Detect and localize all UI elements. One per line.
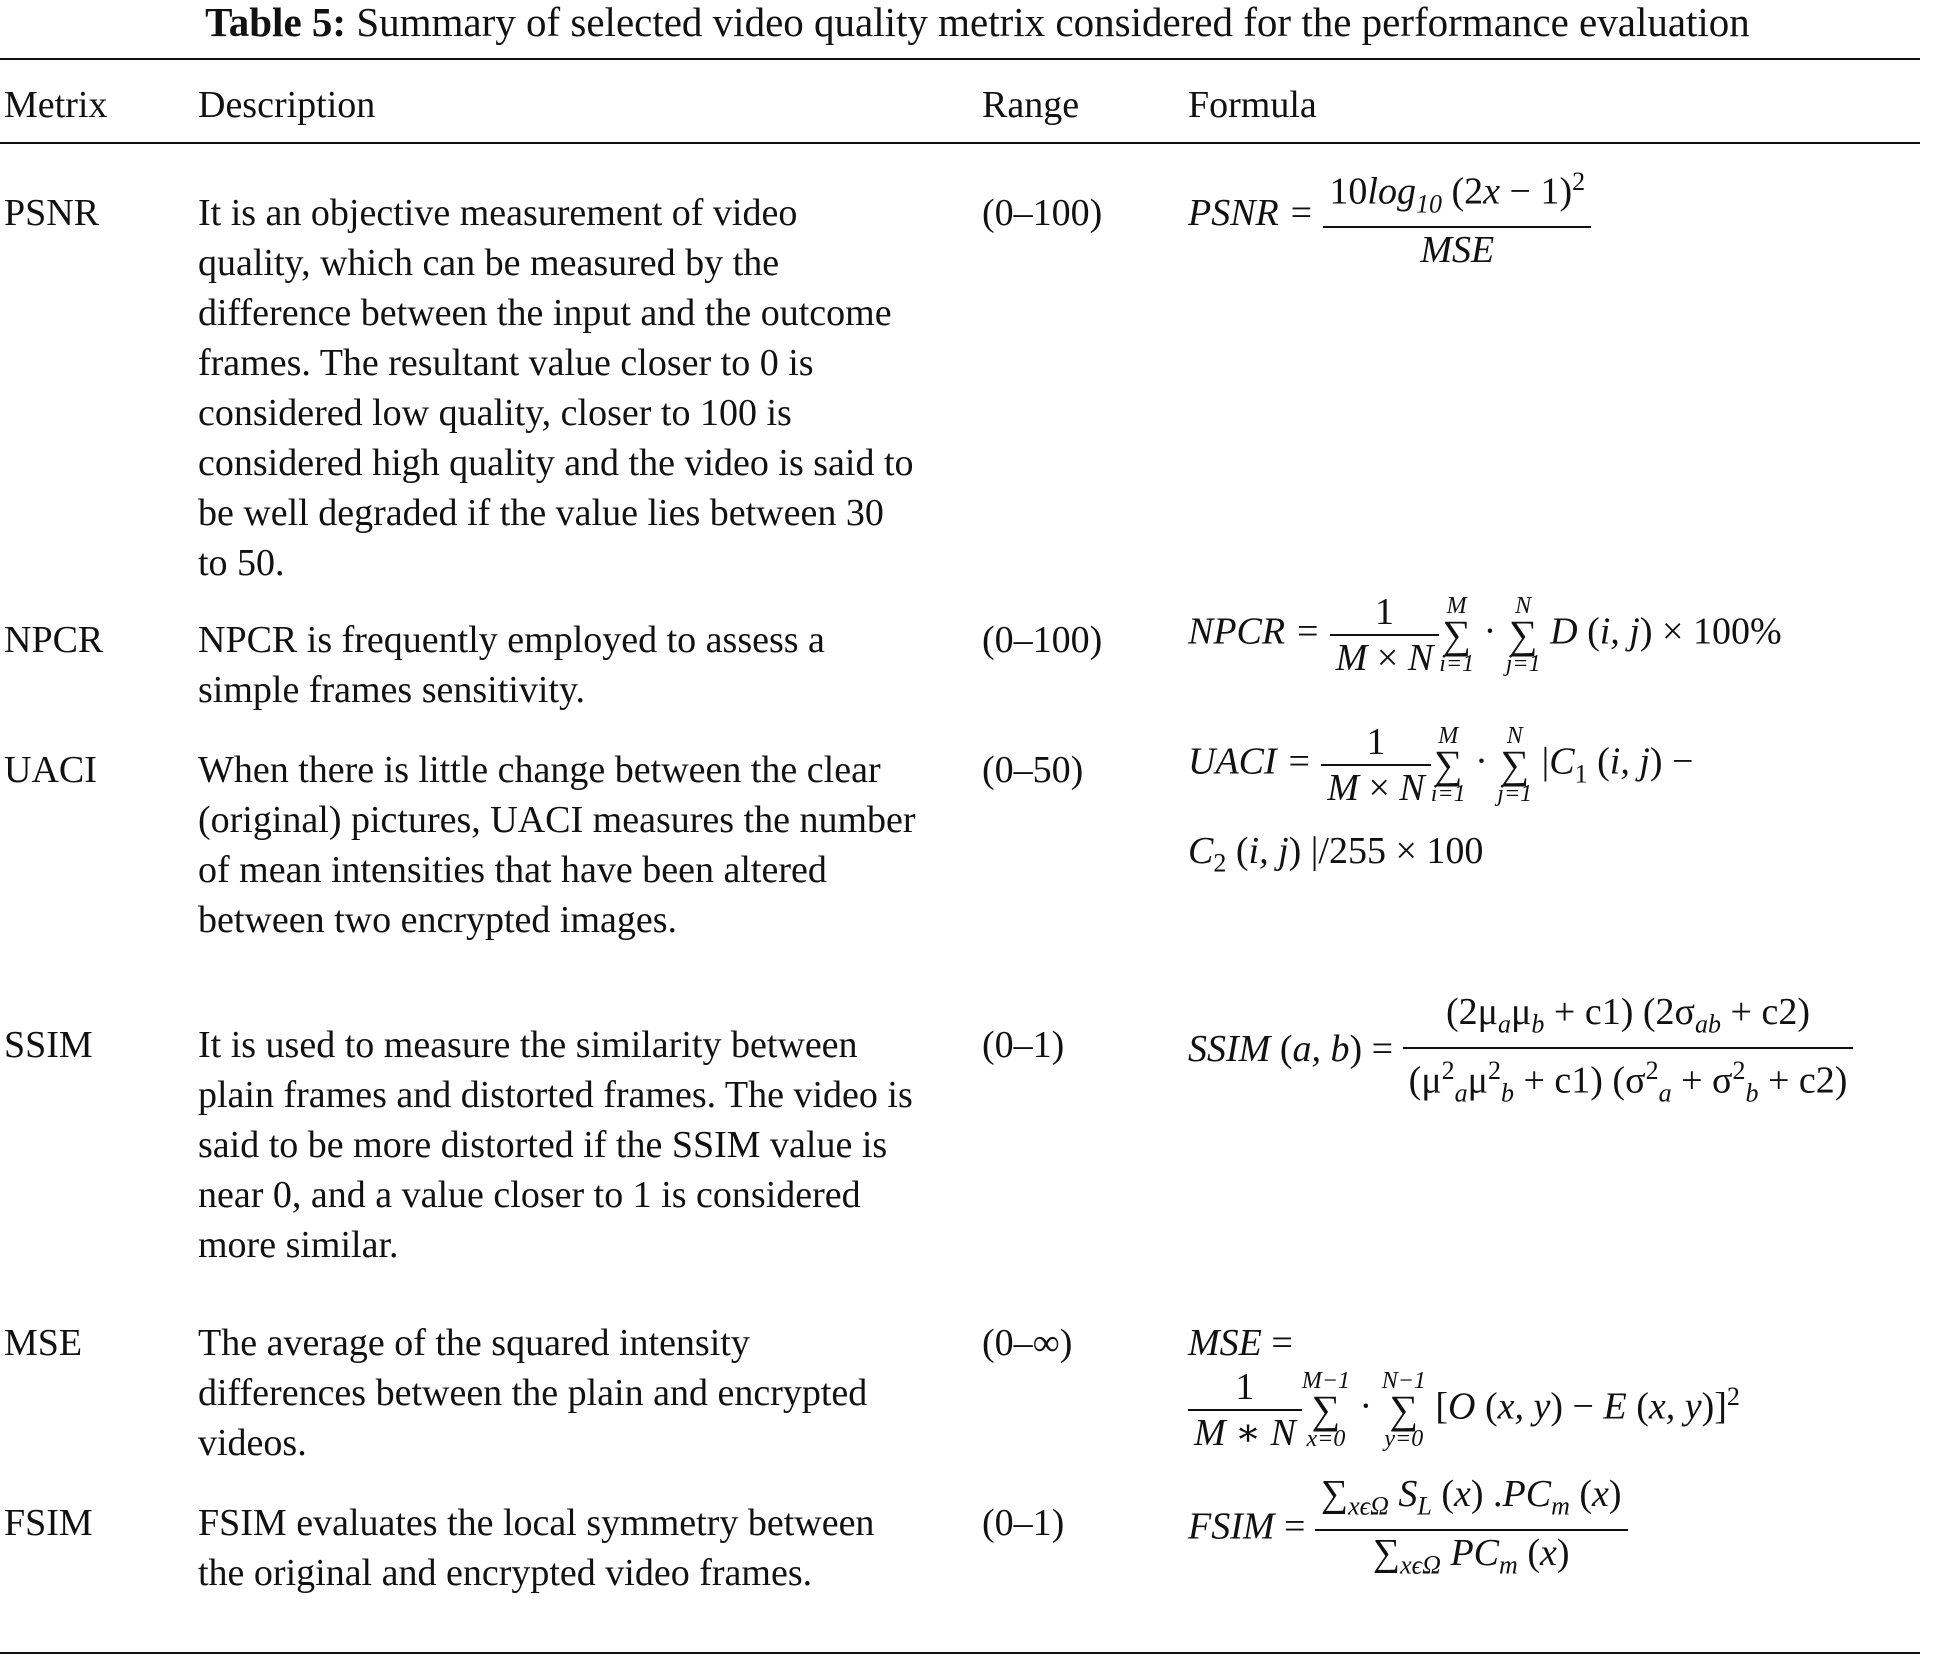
range-uaci: (0–50) [982, 749, 1084, 791]
metric-npcr: NPCR [4, 619, 104, 661]
range-fsim: (0–1) [982, 1502, 1065, 1544]
range-ssim: (0–1) [982, 1024, 1065, 1066]
top-rule [0, 58, 1920, 60]
formula-fsim: FSIM = $\frac{\sum_{x\epsilon\Omega} S_L (x) .PC_m (x)}{\sum_{x\epsilon\Omega} PC_m (x)}$ [1188, 1472, 1628, 1587]
description-fsim: FSIM evaluates the local symmetry between the original and encrypted video frames. [198, 1502, 875, 1594]
header-range: Range [982, 84, 1080, 126]
range-npcr: (0–100) [982, 619, 1103, 661]
formula-npcr: NPCR = $\frac{1}{M \times N}$ M ∑ i=1 · N ∑ j=1 D (i, j) × 100% [1188, 591, 1782, 679]
metric-ssim: SSIM [4, 1024, 93, 1066]
range-mse: (0–∞) [982, 1322, 1073, 1364]
header-description: Description [198, 84, 376, 126]
description-ssim: It is used to measure the similarity between plain frames and distorted frames. The video is said to be more distorted if the SSIM value is near 0, and a value closer to 1 is considered more similar. [198, 1024, 913, 1266]
range-psnr: (0–100) [982, 192, 1103, 234]
table-caption [0, 0, 1955, 44]
metric-mse: MSE [4, 1322, 83, 1364]
description-uaci: When there is little change between the clear (original) pictures, UACI measures the number of mean intensities that have been altered between two encrypted images. [198, 749, 916, 941]
metric-uaci: UACI [4, 749, 97, 791]
header-metric: Metrix [4, 84, 108, 126]
metric-psnr: PSNR [4, 192, 100, 234]
formula-psnr: PSNR = $\frac{10\log_{10} (2x - 1)^2}{\text{MSE}}$ [1188, 160, 1591, 272]
formula-uaci-cont: $C_2$ (i, j) |/255 × 100 [1188, 830, 1484, 878]
formula-mse: MSE = [1188, 1322, 1293, 1364]
formula-ssim: SSIM (a, b) = $\frac{(2\mu_a\mu_b + c1) (2\sigma_{ab} + c2)}{(\mu^2_a\mu^2_b + c1) (\sigma^2_a + \sigma^2_b + c2)}$ [1188, 990, 1853, 1115]
formula-uaci: UACI = $\frac{1}{M \times N}$ M ∑ i=1 · N ∑ j=1 $|C_1$ (i, j) − [1188, 721, 1694, 809]
header-rule [0, 142, 1920, 144]
header-formula: Formula [1188, 84, 1317, 126]
description-mse: The average of the squared intensity differences between the plain and encrypted videos. [198, 1322, 868, 1464]
bottom-rule [0, 1652, 1920, 1654]
description-psnr: It is an objective measurement of video quality, which can be measured by the difference between the input and the outcome frames. The resultant value closer to 0 is considered low quality, closer to 100 is considered high quality and the video is said to be well degraded if the value lies between 30 to 50. [198, 192, 914, 584]
description-npcr: NPCR is frequently employed to assess a simple frames sensitivity. [198, 619, 825, 711]
caption-text: Summary of selected video quality metrix considered for the performance evaluation [356, 0, 1750, 45]
caption-label: Table 5: [205, 0, 347, 45]
formula-mse-cont: $\frac{1}{M ∗ N}$ M−1 ∑ x=0 · N−1 ∑ y=0 [O (x, y) − E (x, y)]$^2$ [1188, 1365, 1740, 1455]
metric-fsim: FSIM [4, 1502, 93, 1544]
